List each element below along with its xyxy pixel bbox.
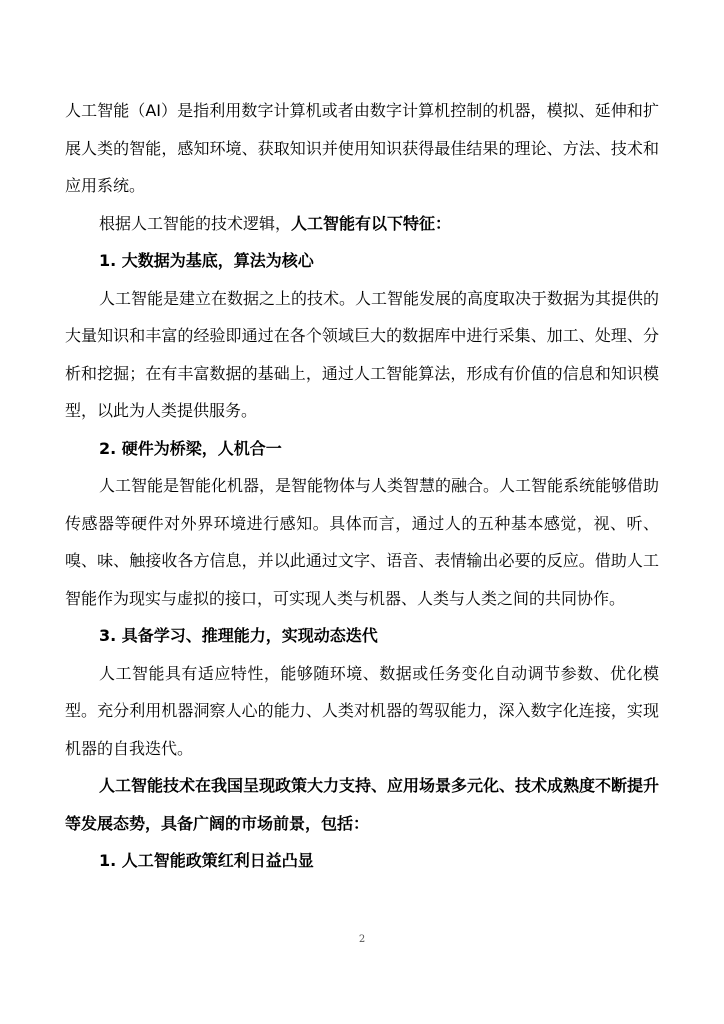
features-intro-bold: 人工智能有以下特征： — [291, 213, 452, 233]
heading-learning: 3. 具备学习、推理能力，实现动态迭代 — [99, 626, 378, 645]
paragraph-hardware: 人工智能是智能化机器，是智能物体与人类智慧的融合。人工智能系统能够借助传感器等硬件对外界环境进行感知。具体而言，通过人的五种基本感觉，视、听、嗅、味、触接收各方信息，并以此通过文字、语音、表情输出必要的反应。借助人工智能作为现实与虚拟的接口，可实现人类与机器、人类与人类之间的共同协作。 — [65, 476, 660, 608]
paragraph-features-intro — [65, 205, 659, 243]
heading-hardware: 2. 硬件为桥梁，人机合一 — [99, 438, 282, 458]
paragraph-ai-definition: 人工智能（AI）是指利用数字计算机或者由数字计算机控制的机器，模拟、延伸和扩展人类的智能，感知环境、获取知识并使用知识获得最佳结果的理论、方法、技术和应用系统。 — [65, 101, 659, 195]
heading-big-data: 1. 大数据为基底，算法为核心 — [99, 251, 314, 270]
features-intro-text: 根据人工智能的技术逻辑， — [99, 213, 292, 233]
paragraph-big-data: 人工智能是建立在数据之上的技术。人工智能发展的高度取决于数据为其提供的大量知识和丰富的经验即通过在各个领域巨大的数据库中进行采集、加工、处理、分析和挖掘；在有丰富数据的基础上，通过人工智能算法，形成有价值的信息和知识模型，以此为人类提供服务。 — [65, 288, 660, 420]
heading-policy: 1. 人工智能政策红利日益凸显 — [99, 851, 314, 870]
paragraph-learning: 人工智能具有适应特性，能够随环境、数据或任务变化自动调节参数、优化模型。充分利用机器洞察人心的能力、人类对机器的驾驭能力，深入数字化连接，实现机器的自我迭代。 — [65, 663, 659, 758]
document-body — [65, 92, 659, 880]
paragraph-market-prospects: 人工智能技术在我国呈现政策大力支持、应用场景多元化、技术成熟度不断提升等发展态势，具备广阔的市场前景，包括： — [65, 776, 660, 833]
page-number: 2 — [358, 934, 366, 945]
